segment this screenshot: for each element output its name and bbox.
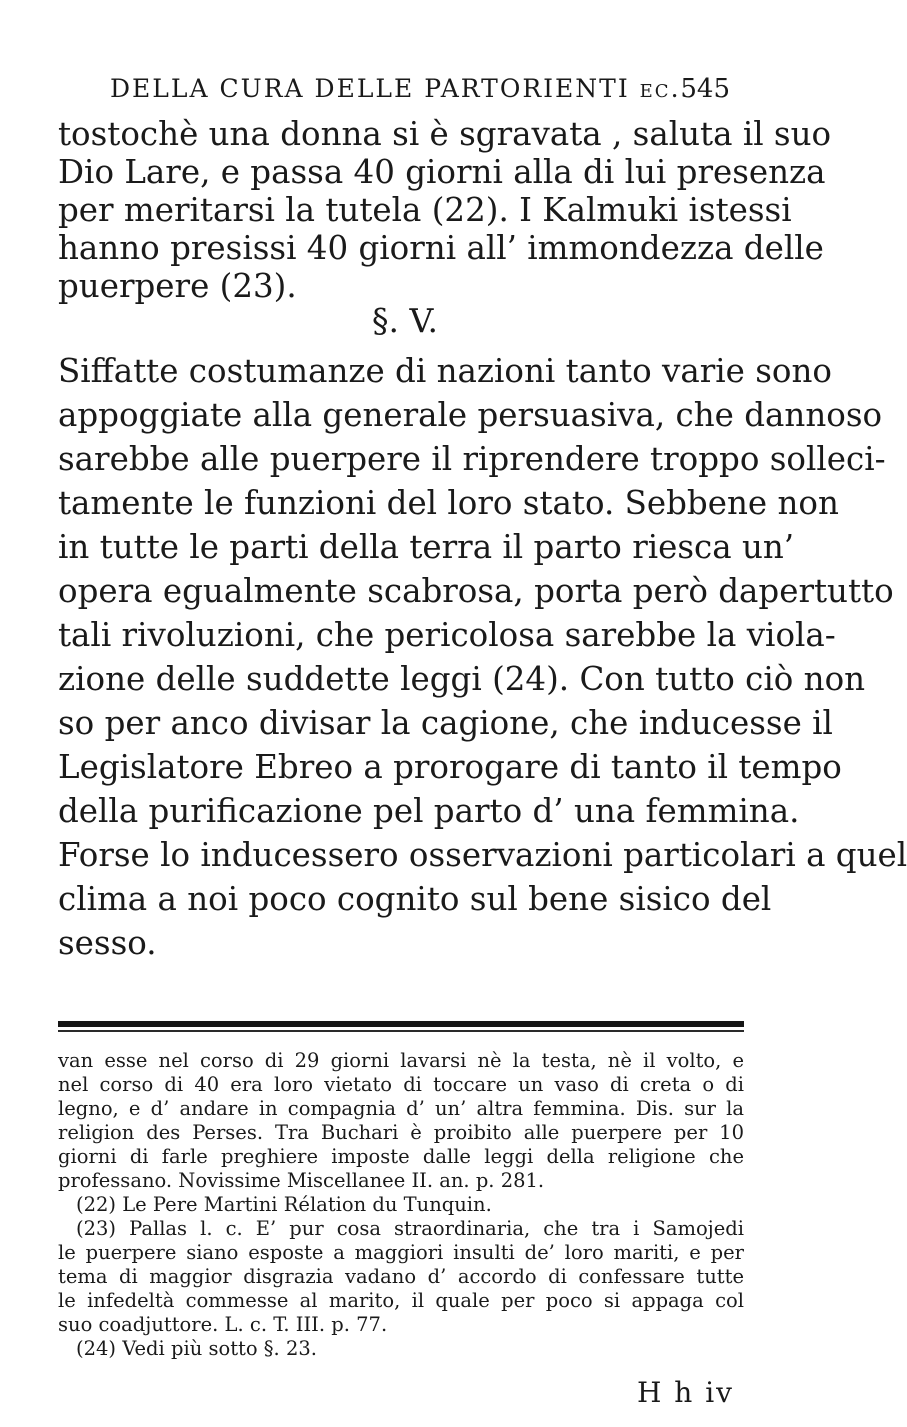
footnote-line: giorni di farle preghiere imposte dalle leggi della religione che (58, 1145, 744, 1168)
body-line: tostochè una donna si è sgravata , saluta il suo (58, 115, 832, 153)
footnote-rule-thin (58, 1030, 744, 1032)
running-head: DELLA CURA DELLE PARTORIENTI ec. (110, 74, 681, 103)
footnote-line: (23) Pallas l. c. E’ pur cosa straordinaria, che tra i Samojedi (76, 1217, 744, 1240)
footnote-line: le infedeltà commesse al marito, il quale per poco si appaga col (58, 1289, 744, 1312)
footnote-line: legno, e d’ andare in compagnia d’ un’ altra femmina. Dis. sur la (58, 1097, 744, 1120)
page-number: 545 (680, 74, 730, 104)
body-line: zione delle suddette leggi (24). Con tutto ciò non (58, 660, 866, 698)
footnote-line: van esse nel corso di 29 giorni lavarsi nè la testa, nè il volto, e (58, 1049, 744, 1072)
body-line: tali rivoluzioni, che pericolosa sarebbe la viola- (58, 616, 836, 654)
footnote-line: nel corso di 40 era loro vietato di toccare un vaso di creta o di (58, 1073, 744, 1096)
footnote-line: suo coadjuttore. L. c. T. III. p. 77. (58, 1313, 388, 1336)
footnote-line: le puerpere siano esposte a maggiori insulti de’ loro mariti, e per (58, 1241, 744, 1264)
body-line: Siffatte costumanze di nazioni tanto varie sono (58, 352, 832, 390)
body-line: hanno presissi 40 giorni all’ immondezza delle (58, 229, 824, 267)
footnote-line: (24) Vedi più sotto §. 23. (76, 1337, 317, 1360)
body-line: clima a noi poco cognito sul bene sisico del (58, 880, 772, 918)
footnote-line: religion des Perses. Tra Buchari è proibito alle puerpere per 10 (58, 1121, 744, 1144)
section-heading: §. V. (371, 301, 439, 340)
body-line: puerpere (23). (58, 267, 297, 305)
page-header (110, 70, 730, 110)
body-line: sesso. (58, 924, 157, 962)
footnote-line: (22) Le Pere Martini Rélation du Tunquin. (76, 1193, 492, 1216)
body-line: Forse lo inducessero osservazioni particolari a quel (58, 836, 907, 874)
footnote-line: professano. Novissime Miscellanee II. an. p. 281. (58, 1169, 545, 1192)
body-line: della purificazione pel parto d’ una femmina. (58, 792, 800, 830)
body-line: in tutte le parti della terra il parto riesca un’ (58, 528, 795, 566)
body-line: Legislatore Ebreo a prorogare di tanto il tempo (58, 748, 842, 786)
footnote-rule (58, 1021, 744, 1027)
body-line: per meritarsi la tutela (22). I Kalmuki istessi (58, 191, 792, 229)
body-line: tamente le funzioni del loro stato. Sebbene non (58, 484, 839, 522)
body-line: opera egualmente scabrosa, porta però dapertutto (58, 572, 894, 610)
footnote-line: tema di maggior disgrazia vadano d’ accordo di confessare tutte (58, 1265, 744, 1288)
body-line: appoggiate alla generale persuasiva, che dannoso (58, 396, 883, 434)
body-line: so per anco divisar la cagione, che inducesse il (58, 704, 833, 742)
signature-mark: H h iv (636, 1376, 734, 1409)
body-line: Dio Lare, e passa 40 giorni alla di lui presenza (58, 153, 826, 191)
body-line: sarebbe alle puerpere il riprendere troppo solleci- (58, 440, 886, 478)
